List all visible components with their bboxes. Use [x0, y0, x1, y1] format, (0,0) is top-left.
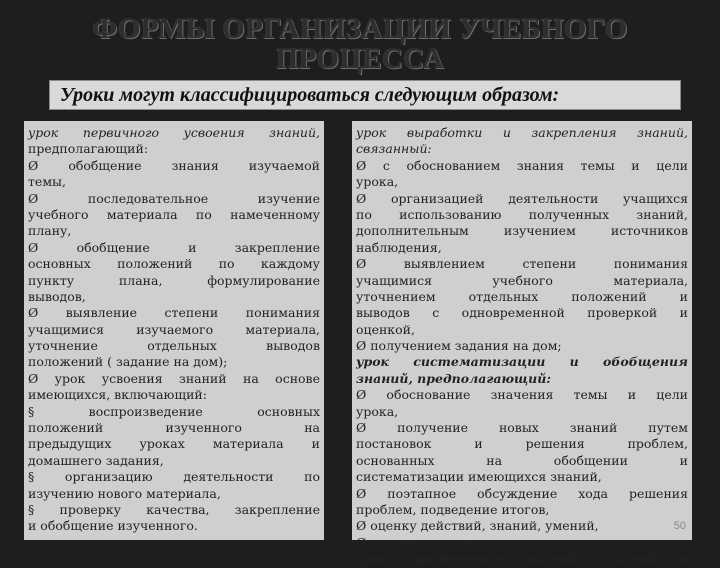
text-line: учебного материала по намеченному: [28, 206, 320, 222]
text-line: уточнение отдельных выводов: [28, 338, 320, 354]
text-line: связанный:: [356, 141, 432, 157]
text-line: Ø задание на дом;: [356, 534, 477, 550]
text-line: урока,: [356, 403, 399, 419]
right-text-column: [352, 121, 692, 567]
text-line: Ø последовательное изучение: [28, 190, 320, 206]
text-line: § организацию деятельности по: [28, 469, 320, 485]
text-line: дополнительным изучением источников: [356, 223, 688, 239]
page-number: 50: [673, 520, 686, 532]
text-line: имеющихся, включающий:: [28, 387, 207, 403]
text-line: Ø поэтапное обсуждение хода решения: [356, 485, 688, 501]
text-line: уточнением отдельных положений и: [356, 288, 688, 304]
slide-title: [0, 14, 720, 74]
text-line: § проверку качества, закрепление: [28, 501, 320, 517]
text-line: по использованию полученных знаний,: [356, 206, 688, 222]
text-line: темы,: [28, 174, 66, 190]
text-line: и обобщение изученного.: [28, 518, 198, 534]
text-line: Ø выявление степени понимания: [28, 305, 320, 321]
text-line: основанных на обобщении и: [356, 452, 688, 468]
text-line: домашнего задания,: [28, 452, 164, 468]
text-line: выводов,: [28, 288, 86, 304]
text-line: предполагающий:: [28, 141, 149, 157]
text-line: знаний, предполагающий:: [356, 370, 551, 386]
slide-title-line-1: ФОРМЫ ОРГАНИЗАЦИИ УЧЕБНОГО: [92, 13, 628, 45]
text-line: Ø обоснование значения темы и цели: [356, 387, 688, 403]
text-line: Ø обобщение знания изучаемой: [28, 157, 320, 173]
text-line: пункту плана, формулирование: [28, 272, 320, 288]
text-line: предыдущих уроках материала и: [28, 436, 320, 452]
slide-title-line-2: ПРОЦЕССА: [275, 43, 445, 75]
text-line: Ø оценку действий, знаний, умений,: [356, 518, 599, 534]
text-line: положений ( задание на дом);: [28, 354, 228, 370]
text-line: урок систематизации и обобщения: [356, 354, 688, 370]
text-line: § воспроизведение основных: [28, 403, 320, 419]
text-line: урока,: [356, 174, 399, 190]
subtitle: Уроки могут классифицироваться следующим образом:: [60, 84, 560, 106]
text-line: основных положений по каждому: [28, 256, 320, 272]
text-line: урок применения знаний, умений и: [356, 551, 688, 567]
text-line: систематизации имеющихся знаний,: [356, 469, 602, 485]
text-line: Ø урок усвоения знаний на основе: [28, 370, 320, 386]
text-line: Ø выявлением степени понимания: [356, 256, 688, 272]
text-line: учащимися изучаемого материала,: [28, 321, 320, 337]
text-line: урок выработки и закрепления знаний,: [356, 125, 688, 140]
text-line: урок первичного усвоения знаний,: [28, 125, 320, 140]
text-line: проблем, подведение итогов,: [356, 501, 550, 517]
subtitle-box: [49, 80, 681, 110]
text-line: Ø организацией деятельности учащихся: [356, 190, 688, 206]
text-line: Ø обобщение и закрепление: [28, 239, 320, 255]
text-line: Ø с обоснованием знания темы и цели: [356, 157, 688, 173]
text-line: наблюдения,: [356, 239, 442, 255]
text-line: Ø получение новых знаний путем: [356, 420, 688, 436]
text-line: изучению нового материала,: [28, 485, 221, 501]
text-line: постановок и решения проблем,: [356, 436, 688, 452]
text-line: учащимися учебного материала,: [356, 272, 688, 288]
text-line: Ø получением задания на дом;: [356, 338, 562, 354]
text-line: оценкой,: [356, 321, 415, 337]
text-line: положений изученного на: [28, 420, 320, 436]
text-line: выводов с одновременной проверкой и: [356, 305, 688, 321]
left-text-column: [24, 121, 324, 540]
text-line: плану,: [28, 223, 72, 239]
